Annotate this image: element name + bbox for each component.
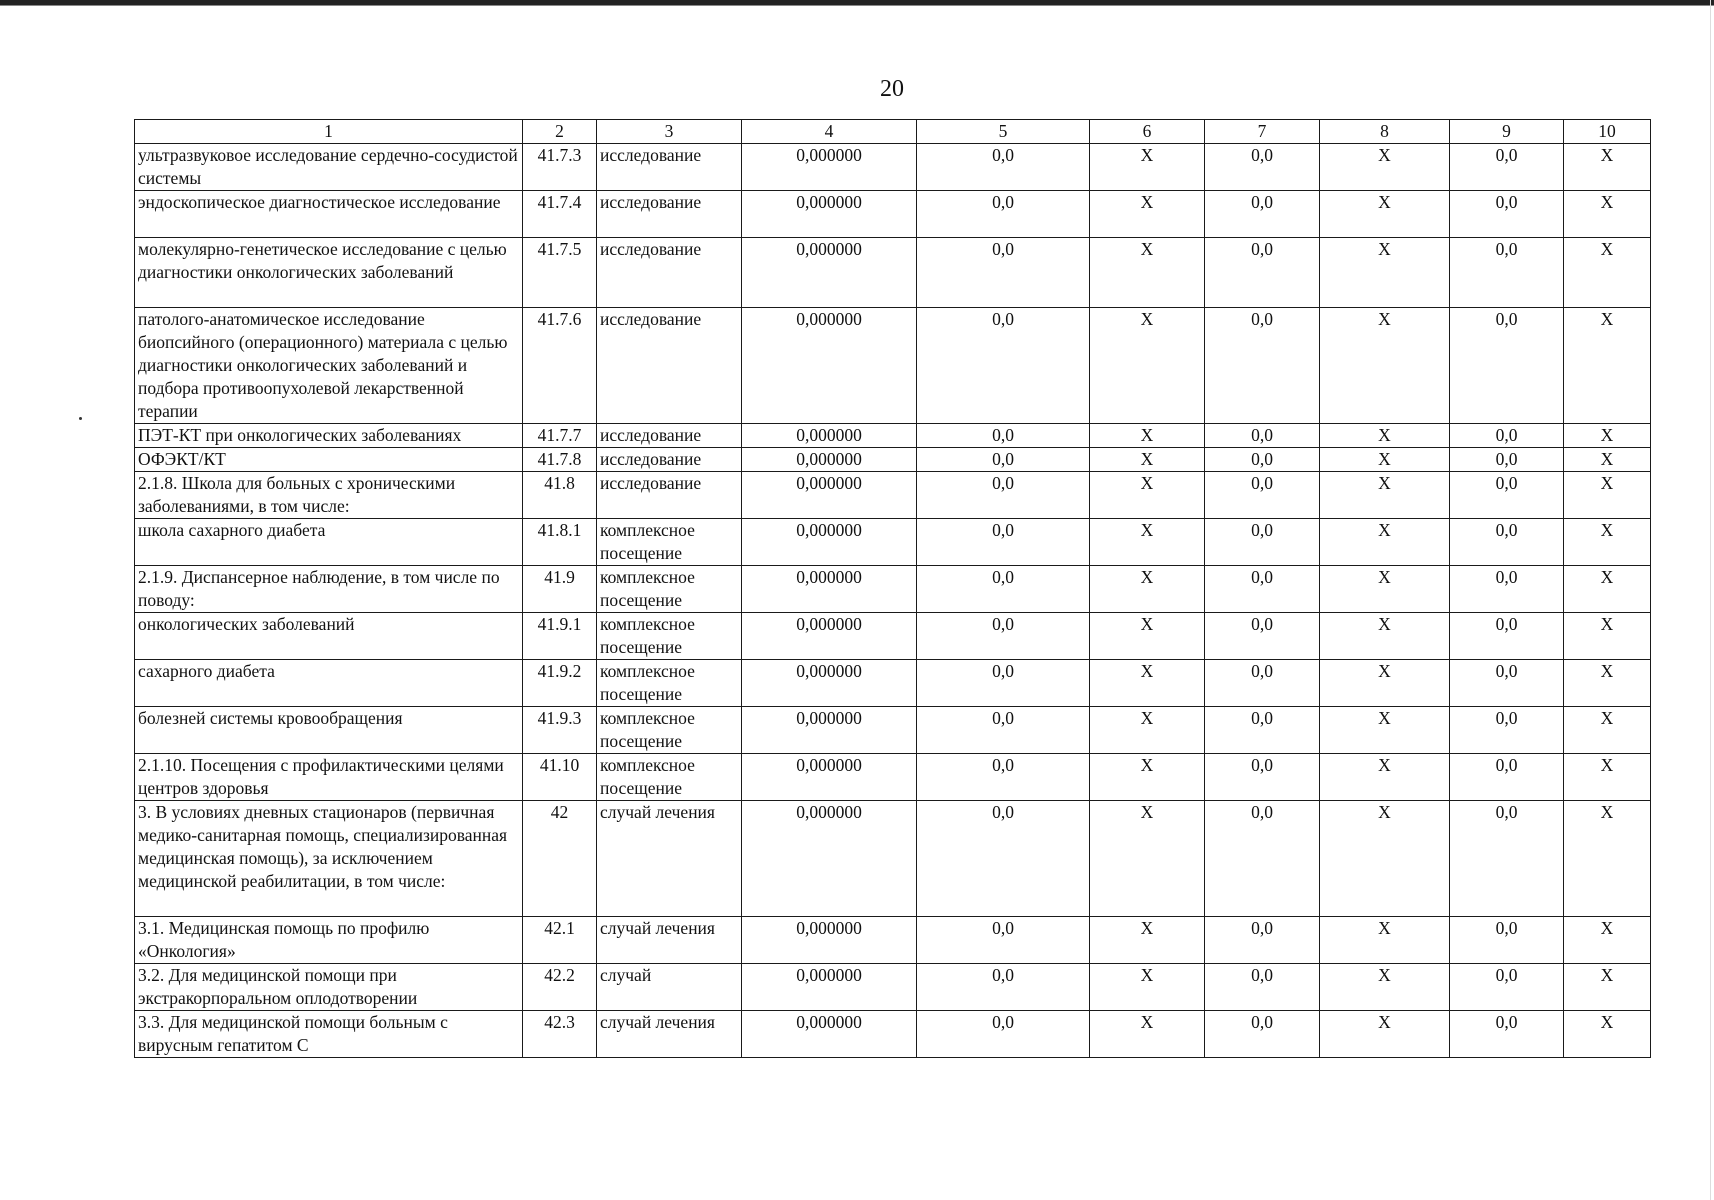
cell-col8: X [1320,801,1450,917]
data-table [134,119,1651,1058]
cell-code: 41.7.8 [523,448,597,472]
cell-col7: 0,0 [1205,238,1320,308]
cell-col10: X [1564,448,1651,472]
cell-col6: X [1090,754,1205,801]
cell-name: 2.1.8. Школа для больных с хроническими заболеваниями, в том числе: [135,472,523,519]
cell-code: 42 [523,801,597,917]
cell-col8: X [1320,613,1450,660]
cell-col8: X [1320,660,1450,707]
cell-col10: X [1564,660,1651,707]
cell-name: молекулярно-генетическое исследование с целью диагностики онкологических заболеваний [135,238,523,308]
cell-unit: случай лечения [597,801,742,917]
cell-col5: 0,0 [917,191,1090,238]
cell-code: 41.8.1 [523,519,597,566]
cell-unit: исследование [597,308,742,424]
cell-unit: исследование [597,472,742,519]
cell-name: 3.3. Для медицинской помощи больным с вирусным гепатитом С [135,1011,523,1058]
cell-col4: 0,000000 [742,472,917,519]
table-row [135,191,1651,238]
cell-col4: 0,000000 [742,801,917,917]
cell-code: 41.9.1 [523,613,597,660]
column-header: 3 [597,120,742,144]
cell-col7: 0,0 [1205,660,1320,707]
cell-col5: 0,0 [917,566,1090,613]
cell-name: сахарного диабета [135,660,523,707]
cell-unit: исследование [597,144,742,191]
cell-col9: 0,0 [1450,613,1564,660]
cell-col8: X [1320,519,1450,566]
cell-col4: 0,000000 [742,566,917,613]
cell-col7: 0,0 [1205,448,1320,472]
cell-name: 3.2. Для медицинской помощи при экстракорпоральном оплодотворении [135,964,523,1011]
table-row [135,613,1651,660]
cell-col5: 0,0 [917,238,1090,308]
cell-unit: случай лечения [597,917,742,964]
cell-col4: 0,000000 [742,613,917,660]
cell-col6: X [1090,191,1205,238]
page-number: 20 [880,76,904,102]
cell-col10: X [1564,754,1651,801]
cell-col8: X [1320,308,1450,424]
cell-col8: X [1320,1011,1450,1058]
cell-col7: 0,0 [1205,191,1320,238]
cell-col8: X [1320,566,1450,613]
cell-col8: X [1320,707,1450,754]
cell-col6: X [1090,801,1205,917]
cell-col6: X [1090,660,1205,707]
cell-unit: комплексное посещение [597,613,742,660]
cell-col8: X [1320,191,1450,238]
cell-code: 42.3 [523,1011,597,1058]
table-row [135,566,1651,613]
cell-name: 2.1.10. Посещения с профилактическими целями центров здоровья [135,754,523,801]
cell-unit: случай [597,964,742,1011]
cell-name: болезней системы кровообращения [135,707,523,754]
cell-col10: X [1564,566,1651,613]
cell-col8: X [1320,472,1450,519]
cell-col5: 0,0 [917,1011,1090,1058]
cell-col10: X [1564,964,1651,1011]
cell-code: 41.7.6 [523,308,597,424]
cell-name: ПЭТ-КТ при онкологических заболеваниях [135,424,523,448]
cell-name: 3. В условиях дневных стационаров (первичная медико-санитарная помощь, специализированная медицинская помощь), за исключением медицинской реабилитации, в том числе: [135,801,523,917]
scan-top-border-shadow [0,5,1714,6]
cell-col5: 0,0 [917,519,1090,566]
column-header: 4 [742,120,917,144]
cell-code: 41.9.2 [523,660,597,707]
cell-col7: 0,0 [1205,1011,1320,1058]
cell-col5: 0,0 [917,707,1090,754]
scan-right-edge [1710,0,1711,1200]
cell-col7: 0,0 [1205,472,1320,519]
cell-col9: 0,0 [1450,660,1564,707]
cell-unit: исследование [597,448,742,472]
table-row [135,519,1651,566]
cell-col4: 0,000000 [742,964,917,1011]
cell-col4: 0,000000 [742,660,917,707]
cell-col10: X [1564,144,1651,191]
table-row [135,964,1651,1011]
cell-col4: 0,000000 [742,707,917,754]
cell-col10: X [1564,1011,1651,1058]
cell-col8: X [1320,964,1450,1011]
cell-col9: 0,0 [1450,801,1564,917]
table-row [135,660,1651,707]
column-header: 5 [917,120,1090,144]
column-header: 9 [1450,120,1564,144]
cell-col5: 0,0 [917,964,1090,1011]
column-header: 8 [1320,120,1450,144]
table-row [135,472,1651,519]
cell-col5: 0,0 [917,660,1090,707]
column-header: 6 [1090,120,1205,144]
cell-name: школа сахарного диабета [135,519,523,566]
cell-code: 41.7.3 [523,144,597,191]
table-row [135,754,1651,801]
cell-col5: 0,0 [917,754,1090,801]
cell-code: 41.7.7 [523,424,597,448]
cell-unit: комплексное посещение [597,754,742,801]
cell-code: 41.9 [523,566,597,613]
table-row [135,424,1651,448]
cell-col4: 0,000000 [742,754,917,801]
cell-col7: 0,0 [1205,754,1320,801]
cell-code: 41.7.4 [523,191,597,238]
cell-name: эндоскопическое диагностическое исследование [135,191,523,238]
cell-col7: 0,0 [1205,613,1320,660]
cell-col7: 0,0 [1205,917,1320,964]
column-header: 10 [1564,120,1651,144]
cell-col8: X [1320,144,1450,191]
cell-col5: 0,0 [917,801,1090,917]
cell-col4: 0,000000 [742,1011,917,1058]
cell-col8: X [1320,754,1450,801]
cell-col5: 0,0 [917,424,1090,448]
cell-col9: 0,0 [1450,707,1564,754]
table-row [135,801,1651,917]
cell-name: 3.1. Медицинская помощь по профилю «Онкология» [135,917,523,964]
cell-col9: 0,0 [1450,191,1564,238]
cell-col9: 0,0 [1450,566,1564,613]
cell-col4: 0,000000 [742,238,917,308]
cell-code: 41.10 [523,754,597,801]
cell-col9: 0,0 [1450,424,1564,448]
cell-col6: X [1090,519,1205,566]
cell-col4: 0,000000 [742,448,917,472]
cell-unit: комплексное посещение [597,707,742,754]
cell-col6: X [1090,472,1205,519]
cell-name: ОФЭКТ/КТ [135,448,523,472]
cell-col7: 0,0 [1205,707,1320,754]
cell-col6: X [1090,424,1205,448]
cell-code: 42.2 [523,964,597,1011]
cell-name: ультразвуковое исследование сердечно-сосудистой системы [135,144,523,191]
cell-unit: исследование [597,424,742,448]
cell-col6: X [1090,964,1205,1011]
cell-col6: X [1090,238,1205,308]
cell-unit: исследование [597,191,742,238]
table-row [135,238,1651,308]
cell-col9: 0,0 [1450,1011,1564,1058]
cell-col4: 0,000000 [742,191,917,238]
cell-col9: 0,0 [1450,964,1564,1011]
table-row [135,1011,1651,1058]
cell-col7: 0,0 [1205,144,1320,191]
cell-col10: X [1564,308,1651,424]
cell-code: 41.7.5 [523,238,597,308]
cell-col9: 0,0 [1450,448,1564,472]
table-row [135,448,1651,472]
cell-col6: X [1090,308,1205,424]
cell-col9: 0,0 [1450,308,1564,424]
cell-col4: 0,000000 [742,424,917,448]
cell-unit: комплексное посещение [597,566,742,613]
cell-col5: 0,0 [917,917,1090,964]
cell-code: 42.1 [523,917,597,964]
cell-col4: 0,000000 [742,519,917,566]
cell-col10: X [1564,424,1651,448]
cell-code: 41.9.3 [523,707,597,754]
cell-col10: X [1564,191,1651,238]
cell-col9: 0,0 [1450,144,1564,191]
cell-col9: 0,0 [1450,238,1564,308]
cell-col6: X [1090,707,1205,754]
table-row [135,707,1651,754]
header-row [135,120,1651,144]
cell-col4: 0,000000 [742,144,917,191]
cell-col9: 0,0 [1450,754,1564,801]
cell-col9: 0,0 [1450,472,1564,519]
table-body [135,144,1651,1058]
cell-col6: X [1090,917,1205,964]
cell-col7: 0,0 [1205,424,1320,448]
cell-col10: X [1564,519,1651,566]
cell-col5: 0,0 [917,613,1090,660]
cell-col6: X [1090,448,1205,472]
cell-col7: 0,0 [1205,801,1320,917]
cell-col10: X [1564,613,1651,660]
cell-col9: 0,0 [1450,519,1564,566]
cell-col4: 0,000000 [742,917,917,964]
cell-col9: 0,0 [1450,917,1564,964]
cell-col8: X [1320,448,1450,472]
cell-col8: X [1320,917,1450,964]
cell-col6: X [1090,1011,1205,1058]
scan-speck [79,417,82,420]
cell-col7: 0,0 [1205,566,1320,613]
cell-col7: 0,0 [1205,308,1320,424]
cell-col8: X [1320,424,1450,448]
column-header: 1 [135,120,523,144]
cell-col10: X [1564,472,1651,519]
cell-name: патолого-анатомическое исследование биопсийного (операционного) материала с целью диагностики онкологических заболеваний и подбора противоопухолевой лекарственной терапии [135,308,523,424]
cell-col5: 0,0 [917,448,1090,472]
cell-unit: случай лечения [597,1011,742,1058]
cell-col10: X [1564,801,1651,917]
table-row [135,144,1651,191]
cell-col5: 0,0 [917,144,1090,191]
cell-unit: исследование [597,238,742,308]
cell-unit: комплексное посещение [597,519,742,566]
table-row [135,917,1651,964]
cell-code: 41.8 [523,472,597,519]
cell-col5: 0,0 [917,472,1090,519]
cell-col10: X [1564,917,1651,964]
table-row [135,308,1651,424]
cell-col5: 0,0 [917,308,1090,424]
cell-col8: X [1320,238,1450,308]
column-header: 2 [523,120,597,144]
cell-col4: 0,000000 [742,308,917,424]
cell-col6: X [1090,613,1205,660]
cell-col10: X [1564,707,1651,754]
cell-unit: комплексное посещение [597,660,742,707]
column-header: 7 [1205,120,1320,144]
cell-name: онкологических заболеваний [135,613,523,660]
cell-col7: 0,0 [1205,519,1320,566]
cell-name: 2.1.9. Диспансерное наблюдение, в том числе по поводу: [135,566,523,613]
cell-col6: X [1090,566,1205,613]
cell-col6: X [1090,144,1205,191]
cell-col7: 0,0 [1205,964,1320,1011]
cell-col10: X [1564,238,1651,308]
